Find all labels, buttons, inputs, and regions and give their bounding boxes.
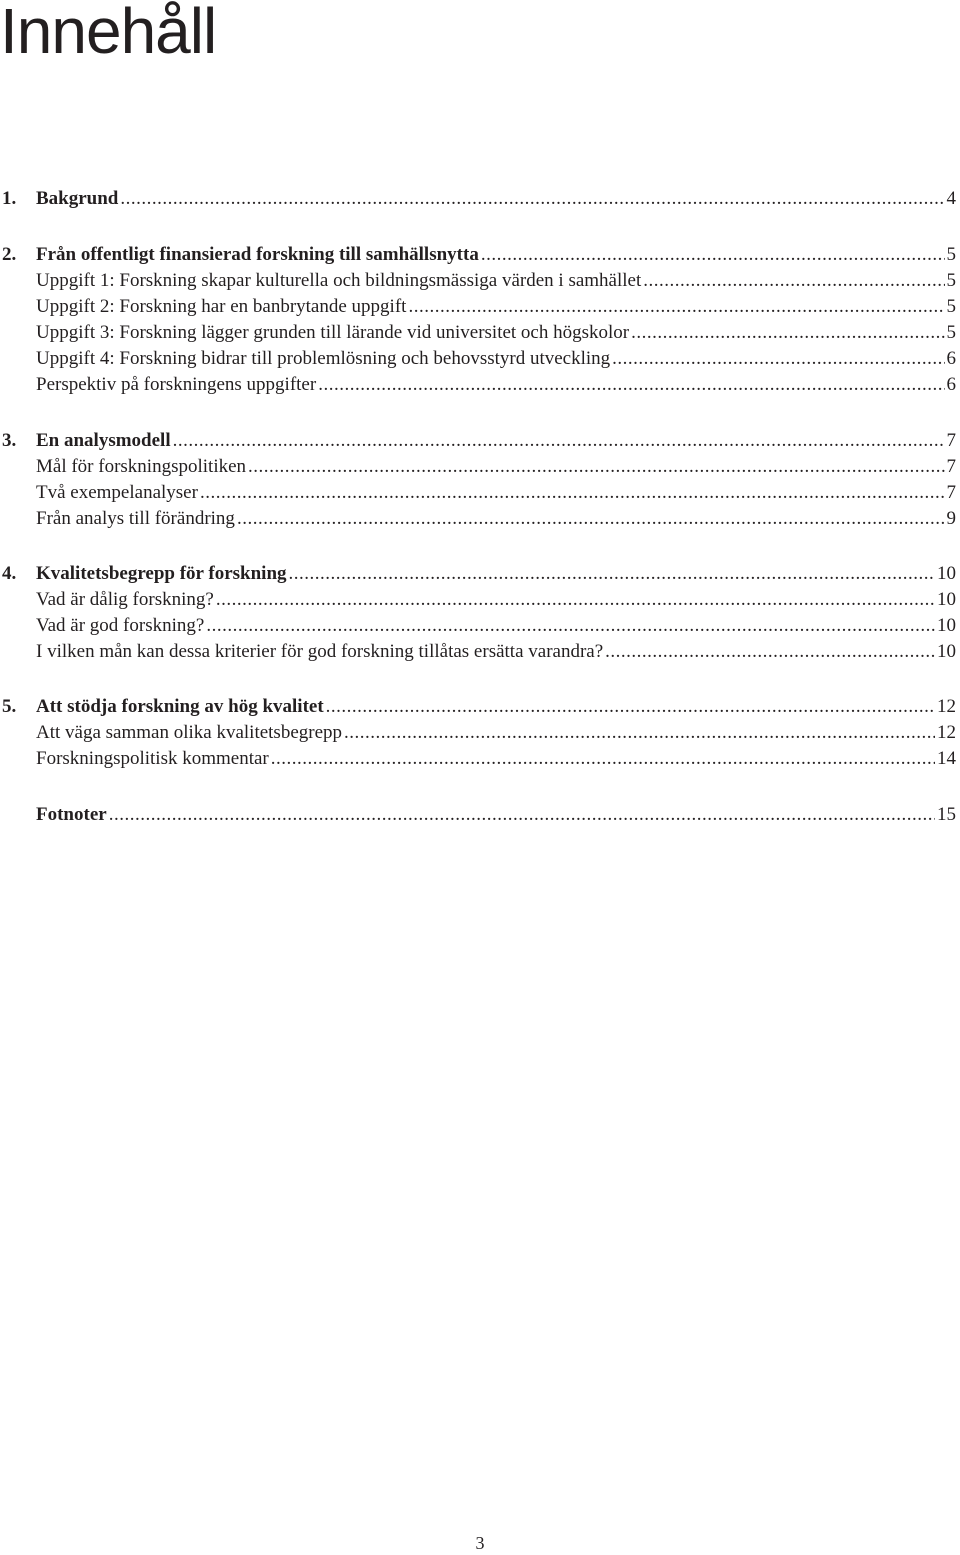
toc-entry-label: Uppgift 1: Forskning skapar kulturella och bildningsmässiga värden i samhället [36,270,642,291]
toc-entry[interactable] [0,454,956,480]
dot-leader [318,372,944,398]
toc-entry[interactable] [0,506,956,532]
toc-entry-page: 7 [946,456,956,477]
toc-entry-label: Från analys till förändring [36,508,235,529]
toc-entry-label: Bakgrund [36,188,119,209]
toc-entry[interactable] [0,639,956,665]
dot-leader [120,186,944,212]
toc-entry-label: Två exempelanalyser [36,482,198,503]
toc-entry[interactable] [0,746,956,772]
dot-leader [631,320,944,346]
toc-entry[interactable] [0,587,956,613]
dot-leader [605,639,935,665]
toc-entry-page: 6 [946,374,956,395]
toc-entry-label: Från offentligt finansierad forskning till samhällsnytta [36,244,479,265]
dot-leader [206,613,935,639]
toc-entry-label: Att väga samman olika kvalitetsbegrepp [36,722,343,743]
toc-entry-label: Att stödja forskning av hög kvalitet [36,696,324,717]
toc-entry-page: 12 [937,722,956,743]
toc-entry-page: 6 [946,348,956,369]
page-number: 3 [475,1533,485,1553]
toc-entry-page: 5 [946,244,956,265]
toc-entry-label: Kvalitetsbegrepp för forskning [36,563,287,584]
toc-entry[interactable] [0,346,956,372]
toc-entry[interactable] [0,372,956,398]
dot-leader [237,506,945,532]
page-title: Innehåll [0,0,217,67]
toc-entry[interactable] [0,186,956,212]
toc-entry-label: Uppgift 2: Forskning har en banbrytande uppgift [36,296,407,317]
toc-entry-page: 15 [937,804,956,825]
toc-entry[interactable] [0,720,956,746]
toc-entry-page: 5 [946,296,956,317]
toc-entry-page: 10 [937,615,956,636]
toc-entry-page: 5 [946,270,956,291]
toc-entry-page: 12 [937,696,956,717]
toc-entry[interactable] [0,480,956,506]
dot-leader [612,346,944,372]
toc-entry-label: Vad är dålig forskning? [36,589,214,610]
toc-entry-number: 2. [2,244,17,265]
dot-leader [248,454,944,480]
toc-entry-number: 3. [2,430,17,451]
dot-leader [481,242,945,268]
toc-entry-label: I vilken mån kan dessa kriterier för god forskning tillåtas ersätta varandra? [36,641,604,662]
toc-entry-page: 10 [937,563,956,584]
toc-entry-page: 9 [946,508,956,529]
toc-entry[interactable] [0,294,956,320]
toc-entry[interactable] [0,268,956,294]
toc-entry-page: 10 [937,589,956,610]
toc-entry-page: 7 [946,430,956,451]
dot-leader [216,587,935,613]
toc-entry[interactable] [0,694,956,720]
toc-entry-label: En analysmodell [36,430,171,451]
toc-entry-number: 5. [2,696,17,717]
toc-entry[interactable] [0,802,956,828]
toc-entry-number: 1. [2,188,17,209]
dot-leader [109,802,935,828]
toc-entry[interactable] [0,320,956,346]
toc-entry-label: Fotnoter [36,804,107,825]
dot-leader [289,561,935,587]
toc-entry-page: 7 [946,482,956,503]
toc-entry-number: 4. [2,563,17,584]
dot-leader [271,746,935,772]
toc-entry-page: 4 [946,188,956,209]
toc-entry[interactable] [0,561,956,587]
toc-entry[interactable] [0,428,956,454]
toc-entry-label: Uppgift 3: Forskning lägger grunden till lärande vid universitet och högskolor [36,322,630,343]
toc-entry-page: 5 [946,322,956,343]
toc-entry-page: 10 [937,641,956,662]
toc-entry[interactable] [0,242,956,268]
toc-entry-page: 14 [937,748,956,769]
dot-leader [643,268,944,294]
toc-entry[interactable] [0,613,956,639]
toc-entry-label: Perspektiv på forskningens uppgifter [36,374,317,395]
dot-leader [408,294,944,320]
toc-entry-label: Uppgift 4: Forskning bidrar till problemlösning och behovsstyrd utveckling [36,348,611,369]
dot-leader [326,694,935,720]
dot-leader [344,720,935,746]
dot-leader [200,480,945,506]
toc-entry-label: Mål för forskningspolitiken [36,456,247,477]
toc-entry-label: Forskningspolitisk kommentar [36,748,269,769]
dot-leader [173,428,945,454]
toc-entry-label: Vad är god forskning? [36,615,205,636]
